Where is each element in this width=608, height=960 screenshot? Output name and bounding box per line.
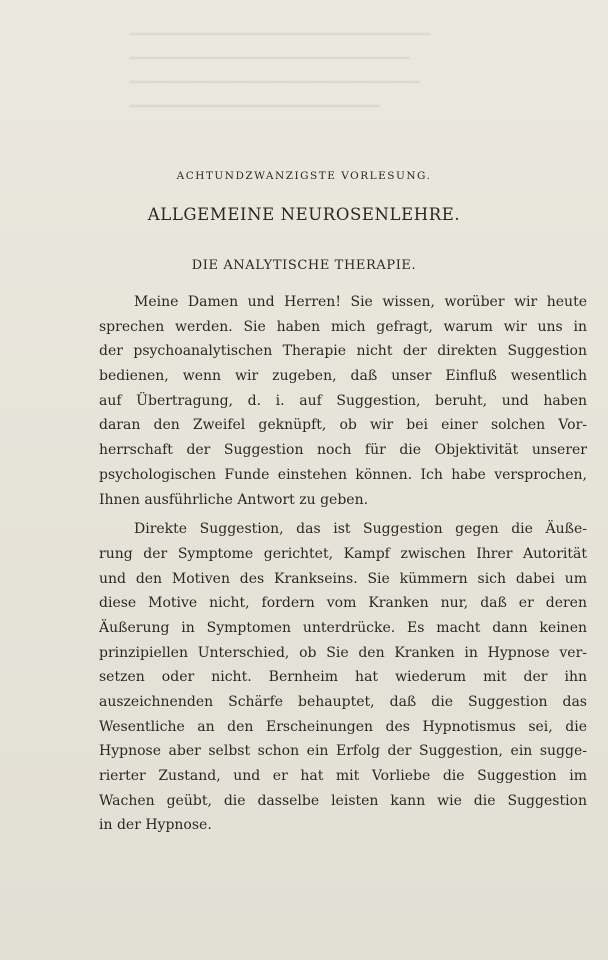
text-line: in der Hypnose.	[99, 817, 212, 834]
text-line: Hypnose aber selbst schon ein Erfolg der Suggestion, ein sugge-	[99, 743, 587, 760]
text-line: Direkte Suggestion, das ist Suggestion gegen die Äuße-	[134, 521, 587, 538]
text-line: auszeichnenden Schärfe behauptet, daß die Suggestion das	[99, 694, 587, 710]
text-line: herrschaft der Suggestion noch für die Objektivität unserer	[99, 442, 587, 459]
text-line: rung der Symptome gerichtet, Kampf zwischen Ihrer Autorität	[99, 545, 587, 562]
body-text	[99, 290, 587, 838]
text-line: Meine Damen und Herren! Sie wissen, worüber wir heute	[134, 294, 587, 310]
text-line: bedienen, wenn wir zugeben, daß unser Einfluß wesentlich	[99, 368, 587, 385]
text-line: sprechen werden. Sie haben mich gefragt, warum wir uns in	[99, 318, 587, 335]
text-line: daran den Zweifel geknüpft, ob wir bei einer solchen Vor-	[99, 417, 587, 434]
text-line: Wesentliche an den Erscheinungen des Hypnotismus sei, die	[99, 718, 587, 735]
main-title: ALLGEMEINE NEUROSENLEHRE.	[147, 205, 461, 224]
text-line: der psychoanalytischen Therapie nicht der direkten Suggestion	[99, 343, 587, 360]
text-line: und den Motiven des Krankseins. Sie kümmern sich dabei um	[99, 570, 587, 587]
text-line: setzen oder nicht. Bernheim hat wiederum mit der ihn	[99, 669, 587, 686]
text-line: psychologischen Funde einstehen können. Ich habe versprochen,	[99, 466, 587, 483]
section-title: DIE ANALYTISCHE THERAPIE.	[191, 258, 417, 273]
text-line: auf Übertragung, d. i. auf Suggestion, beruht, und haben	[99, 392, 587, 409]
text-line: Ihnen ausführliche Antwort zu geben.	[99, 491, 369, 508]
text-line: diese Motive nicht, fordern vom Kranken nur, daß er deren	[99, 595, 587, 612]
text-line: Wachen geübt, die dasselbe leisten kann wie die Suggestion	[99, 792, 587, 809]
text-line: Äußerung in Symptomen unterdrücke. Es macht dann keinen	[99, 619, 587, 636]
text-line: rierter Zustand, und er hat mit Vorliebe die Suggestion im	[99, 768, 587, 785]
chapter-label: ACHTUNDZWANZIGSTE VORLESUNG.	[176, 170, 432, 182]
text-line: prinzipiellen Unterschied, ob Sie den Kranken in Hypnose ver-	[99, 644, 587, 661]
show-through-text: ▔▔▔▔▔▔▔▔▔▔▔▔▔▔▔▔▔▔▔▔▔▔▔▔▔▔▔▔▔▔ ▔▔▔▔▔▔▔▔▔▔▔▔▔▔▔▔▔▔▔▔▔▔▔▔▔▔▔▔ ▔▔▔▔▔▔▔▔▔▔▔▔▔▔▔▔▔▔▔▔▔▔▔▔▔▔▔▔▔ ▔▔▔▔▔▔▔▔▔▔▔▔▔▔▔▔▔▔▔▔▔▔▔▔▔	[130, 34, 430, 121]
